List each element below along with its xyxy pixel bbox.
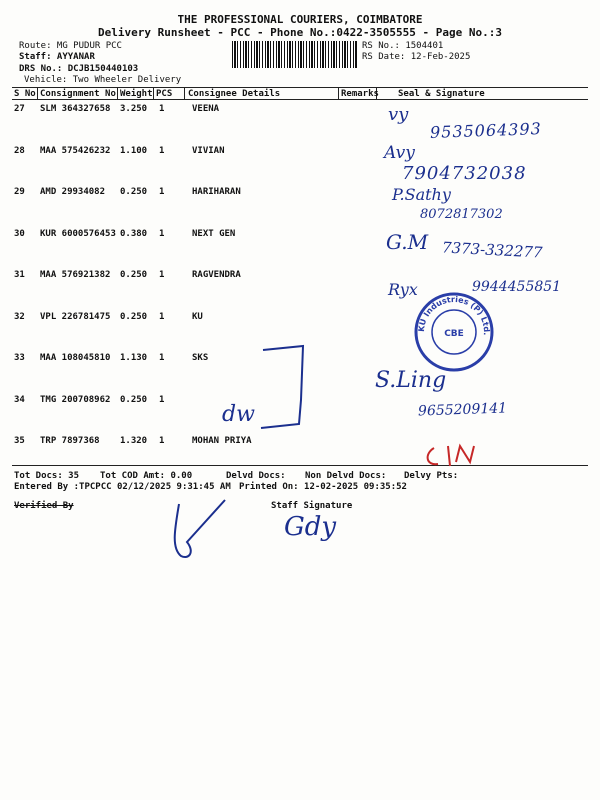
col-consignee-header: Consignee Details — [188, 89, 281, 99]
row-29-name: HARIHARAN — [192, 187, 241, 197]
row-33-name: SKS — [192, 353, 209, 363]
signature-row-30: G.M — [386, 230, 429, 254]
route-label: Route: MG PUDUR PCC — [19, 41, 122, 51]
row-30-sno: 30 — [14, 228, 25, 239]
row-32-name: KU — [192, 311, 203, 322]
staff-signature: Gdy — [284, 512, 337, 542]
row-31-weight: 0.250 — [120, 270, 148, 280]
printed-on: Printed On: 12-02-2025 09:35:52 — [239, 482, 407, 492]
phone-row-29: 8072817302 — [420, 207, 503, 222]
company-stamp — [412, 290, 496, 374]
row-35-cons: TRP 7897368 — [40, 436, 100, 446]
non-delivered-docs: Non Delvd Docs: — [305, 471, 387, 481]
row-27-cons: SLM 364327658 — [40, 104, 111, 114]
delivery-points: Delvy Pts: — [404, 471, 459, 481]
row-34-weight: 0.250 — [120, 394, 148, 405]
barcode — [232, 41, 357, 68]
row-32-pcs: 1 — [159, 311, 165, 322]
row-31-cons: MAA 576921382 — [40, 270, 111, 280]
row-30-weight: 0.380 — [120, 228, 148, 239]
checkmark-bracket — [255, 340, 315, 440]
signature-row-34: S.Ling — [375, 368, 447, 393]
rs-number: RS No.: 1504401 — [362, 41, 444, 51]
col-weight-header: Weight — [120, 89, 153, 99]
row-32-cons: VPL 226781475 — [40, 311, 111, 322]
col-seal-header: Seal & Signature — [398, 89, 485, 99]
row-33-pcs: 1 — [159, 353, 165, 363]
row-30-pcs: 1 — [159, 228, 165, 239]
row-32-weight: 0.250 — [120, 311, 148, 322]
runsheet-title: Delivery Runsheet - PCC - Phone No.:0422-3505555 - Page No.:3 — [98, 26, 502, 39]
phone-row-28: 7904732038 — [402, 163, 527, 184]
row-28-sno: 28 — [14, 145, 25, 156]
phone-row-30: 7373-332277 — [441, 238, 543, 262]
total-cod-amount: Tot COD Amt: 0.00 — [100, 471, 193, 481]
row-29-cons: AMD 29934082 — [40, 187, 106, 197]
stamp-text: KU Industries (P) Ltd. — [416, 294, 492, 336]
staff-label: Staff: AYYANAR — [19, 52, 95, 62]
row-30-cons: KUR 6000576453 — [40, 228, 116, 239]
row-31-pcs: 1 — [159, 270, 165, 280]
phone-row-34: 9655209141 — [417, 400, 508, 420]
drs-number: DRS No.: DCJB150440103 — [19, 64, 139, 74]
row-34-cons: TMG 200708962 — [40, 394, 111, 405]
row-34-pcs: 1 — [159, 394, 165, 405]
row-33-sno: 33 — [14, 353, 25, 363]
row-29-weight: 0.250 — [120, 187, 148, 197]
row-30-name: NEXT GEN — [192, 228, 236, 239]
row-35-sno: 35 — [14, 436, 25, 446]
verified-by-label: Verified By — [14, 501, 74, 511]
signature-row-31: Ryx — [388, 280, 418, 299]
delivered-docs: Delvd Docs: — [226, 471, 286, 481]
initials-row-34: dw — [222, 402, 255, 427]
col-pcs-header: PCS — [156, 89, 173, 99]
row-31-name: RAGVENDRA — [192, 270, 241, 280]
row-29-sno: 29 — [14, 187, 25, 197]
row-31-sno: 31 — [14, 270, 25, 280]
row-28-pcs: 1 — [159, 145, 165, 156]
row-29-pcs: 1 — [159, 187, 165, 197]
col-sno-header: S No — [14, 89, 36, 99]
row-27-sno: 27 — [14, 104, 25, 114]
red-ink-mark — [420, 440, 490, 472]
row-28-cons: MAA 575426232 — [40, 145, 111, 156]
row-27-name: VEENA — [192, 104, 220, 114]
row-28-name: VIVIAN — [192, 145, 225, 156]
entered-by: Entered By :TPCPCC 02/12/2025 9:31:45 AM — [14, 482, 231, 492]
row-33-cons: MAA 108045810 — [40, 353, 111, 363]
vehicle-label: Vehicle: Two Wheeler Delivery — [24, 75, 182, 85]
row-35-weight: 1.320 — [120, 436, 148, 446]
col-consignment-header: Consignment No — [40, 89, 116, 99]
row-27-weight: 3.250 — [120, 104, 148, 114]
company-name: THE PROFESSIONAL COURIERS, COIMBATORE — [177, 13, 423, 26]
signature-row-27: vy — [388, 104, 409, 125]
row-34-sno: 34 — [14, 394, 25, 405]
row-32-sno: 32 — [14, 311, 25, 322]
phone-row-31: 9944455851 — [472, 279, 562, 295]
rs-date: RS Date: 12-Feb-2025 — [362, 52, 471, 62]
row-35-name: MOHAN PRIYA — [192, 436, 252, 446]
row-35-pcs: 1 — [159, 436, 165, 446]
col-remarks-header: Remarks — [341, 89, 379, 99]
row-28-weight: 1.100 — [120, 145, 148, 156]
signature-row-28: Avy — [384, 143, 415, 163]
stamp-center: CBE — [444, 329, 464, 339]
staff-signature-label: Staff Signature — [271, 501, 353, 511]
phone-row-27: 9535064393 — [429, 119, 543, 142]
verifier-signature — [165, 498, 235, 568]
row-33-weight: 1.130 — [120, 353, 148, 363]
signature-row-29: P.Sathy — [392, 185, 451, 204]
row-27-pcs: 1 — [159, 104, 165, 114]
total-docs: Tot Docs: 35 — [14, 471, 80, 481]
